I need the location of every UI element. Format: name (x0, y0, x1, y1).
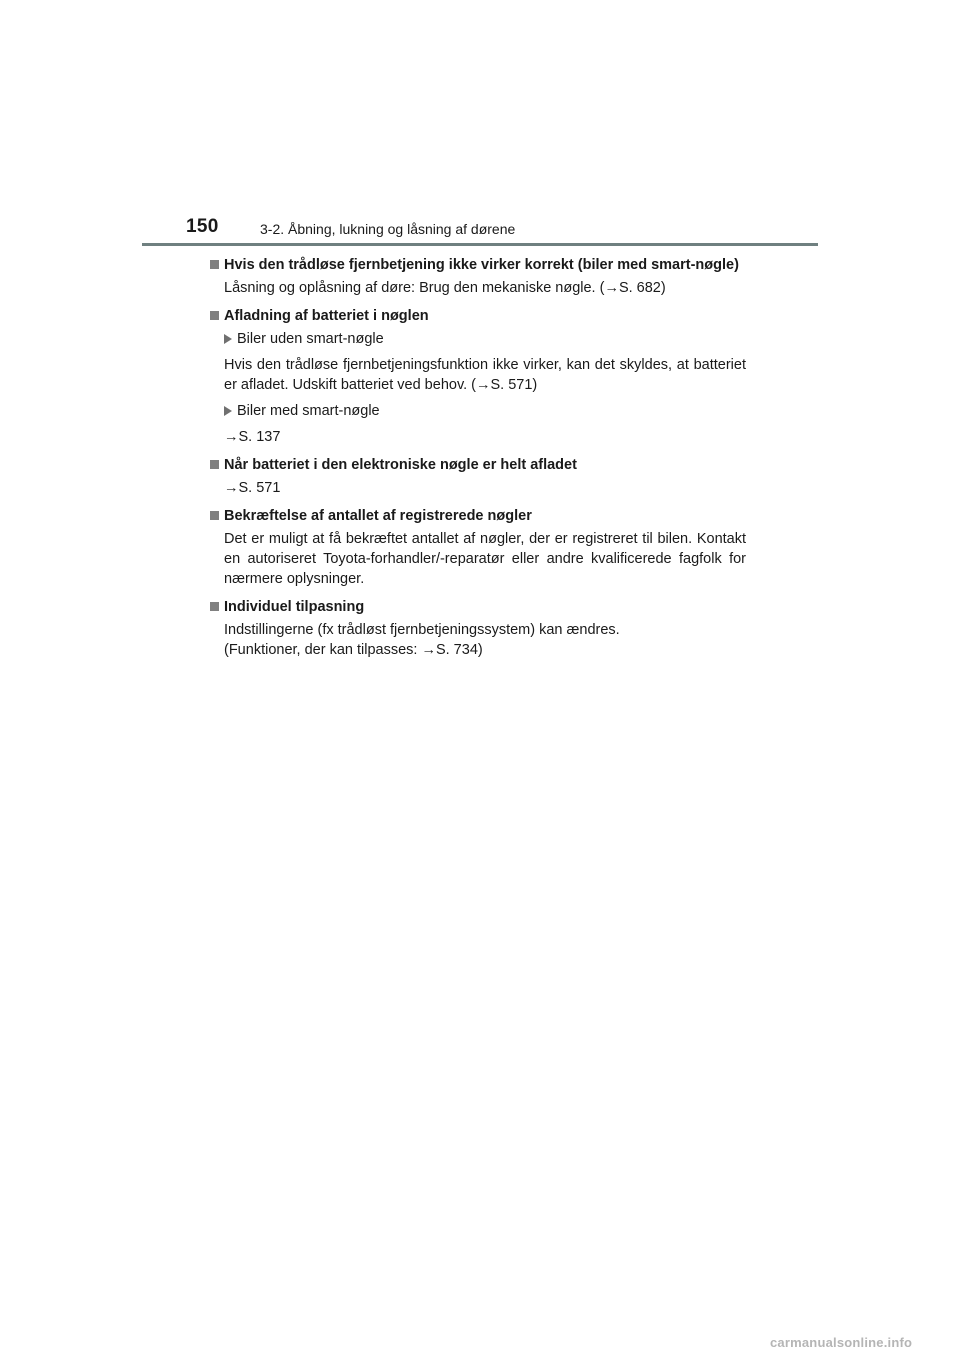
section-body: →S. 571 (224, 480, 281, 496)
heading-text: Bekræftelse af antallet af registrerede nøgler (224, 508, 532, 524)
page-number: 150 (186, 216, 219, 237)
section-body: Det er muligt at få bekræftet antallet af nøgler, der er registreret til bilen. Kontakt en autoriseret Toyota-forhandler/-reparatør eller andre kvalificerede fagfolk for nærmere oplysninger. (224, 531, 746, 587)
heading-text: Når batteriet i den elektroniske nøgle er helt afladet (224, 457, 577, 473)
section-heading (210, 506, 746, 526)
running-header: 3-2. Åbning, lukning og låsning af dørene (260, 221, 516, 237)
square-bullet-icon (210, 260, 219, 269)
section-registered-keys (210, 506, 746, 589)
section-customization (210, 597, 746, 660)
section-body: (Funktioner, der kan tilpasses: →S. 734) (224, 642, 483, 658)
section-body: Indstillingerne (fx trådløst fjernbetjeningssystem) kan ændres. (224, 622, 620, 638)
section-body: →S. 137 (224, 429, 281, 445)
section-remote-malfunction (210, 255, 746, 298)
square-bullet-icon (210, 460, 219, 469)
section-heading (210, 455, 746, 475)
heading-text: Individuel tilpasning (224, 599, 365, 615)
square-bullet-icon (210, 602, 219, 611)
subheading-text: Biler uden smart-nøgle (237, 331, 384, 347)
subheading-text: Biler med smart-nøgle (237, 403, 380, 419)
square-bullet-icon (210, 311, 219, 320)
triangle-bullet-icon (224, 334, 232, 344)
subheading (210, 329, 746, 349)
heading-text: Hvis den trådløse fjernbetjening ikke virker korrekt (biler med smart-nøgle) (224, 257, 739, 273)
section-key-fully-depleted (210, 455, 746, 498)
square-bullet-icon (210, 511, 219, 520)
section-heading (210, 597, 746, 617)
section-body: Låsning og oplåsning af døre: Brug den mekaniske nøgle. (→S. 682) (224, 280, 666, 296)
section-battery-depletion (210, 306, 746, 447)
section-body: Hvis den trådløse fjernbetjeningsfunktion ikke virker, kan det skyldes, at batteriet er afladet. Udskift batteriet ved behov. (→S. 571) (224, 357, 746, 393)
page-content (210, 255, 746, 660)
triangle-bullet-icon (224, 406, 232, 416)
section-heading (210, 255, 746, 275)
watermark: carmanualsonline.info (770, 1335, 913, 1350)
section-heading (210, 306, 746, 326)
heading-text: Afladning af batteriet i nøglen (224, 308, 429, 324)
subheading (210, 401, 746, 421)
header-rule (142, 243, 818, 246)
